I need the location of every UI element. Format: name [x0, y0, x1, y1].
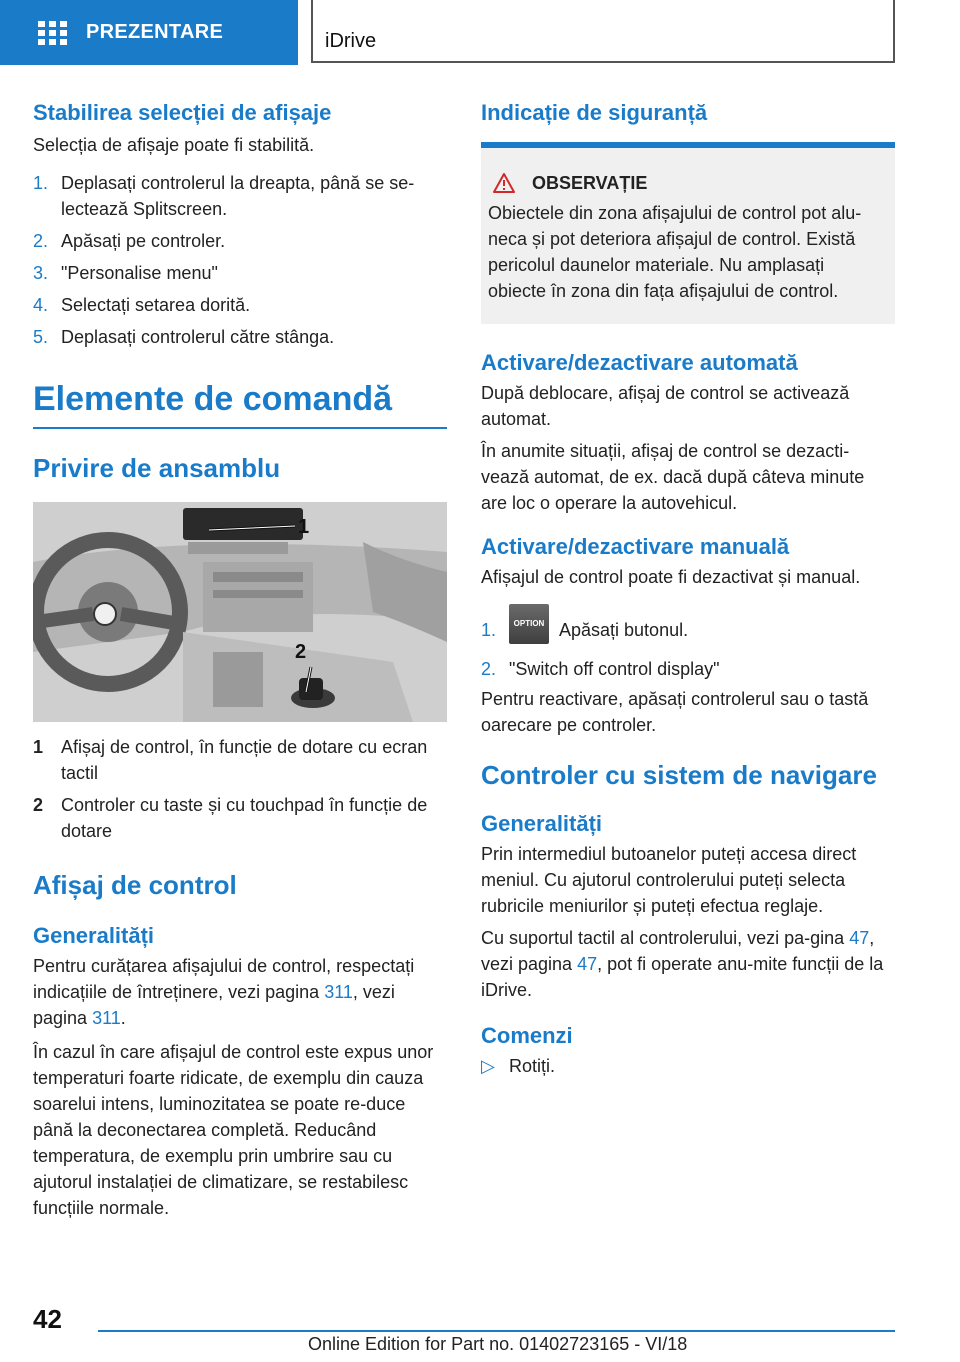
auto-paragraph-1: După deblocare, afișaj de control se activează automat. — [481, 383, 850, 429]
safety-heading: Indicație de siguranță — [481, 100, 708, 125]
list-item: 2. "Switch off control display" — [481, 659, 720, 679]
triangle-bullet-icon: ▷ — [481, 1056, 495, 1076]
clean-paragraph: Pentru curățarea afișajului de control, respectați indicațiile de întreținere, vezi pagina 311, vezi pagina 311. — [33, 956, 415, 1028]
grid-icon — [38, 21, 66, 45]
display-heading: Afișaj de control — [33, 870, 237, 900]
general-heading: Generalități — [33, 923, 155, 948]
page-link[interactable]: 311 — [92, 1008, 121, 1028]
warning-icon — [492, 172, 516, 194]
list-item: ▷ Rotiți. — [481, 1053, 895, 1079]
list-item: 2 Controler cu taste și cu touchpad în funcție de dotare — [33, 795, 428, 841]
right-column — [481, 100, 895, 1079]
dashboard-illustration — [33, 502, 447, 722]
list-item: 1. Deplasați controlerul la dreapta, până se se-lectează Splitscreen. — [33, 173, 415, 219]
warning-text: Obiectele din zona afișajului de control pot alu-neca și pot deteriora afișajul de control. Există pericolul daunelor materiale. Nu amplasați obiecte în zona din fața afișajului de control. — [488, 203, 862, 301]
edition-note: Online Edition for Part no. 01402723165 - VI/18 — [308, 1334, 688, 1354]
callout-2: 2 — [295, 641, 307, 663]
list-item: 2. Apăsați pe controler. — [33, 231, 226, 251]
select-intro: Selecția de afișaje poate fi stabilită. — [33, 135, 315, 155]
auto-heading: Activare/dezactivare automată — [481, 350, 798, 375]
manual-paragraph: Afișajul de control poate fi dezactivat și manual. — [481, 567, 861, 587]
list-item: 1. OPTION Apăsați butonul. — [481, 610, 895, 650]
manual-heading: Activare/dezactivare manuală — [481, 534, 790, 559]
list-item: 5. Deplasați controlerul către stânga. — [33, 327, 335, 347]
list-item: 4. Selectați setarea dorită. — [33, 295, 251, 315]
section-header — [311, 0, 895, 63]
reactivate-paragraph: Pentru reactivare, apăsați controlerul sau o tastă oarecare pe controler. — [481, 689, 869, 735]
left-column — [33, 100, 447, 1221]
page-link[interactable]: 311 — [324, 982, 353, 1002]
overview-heading: Privire de ansamblu — [33, 453, 281, 483]
general-paragraph-1: Prin intermediul butoanelor puteți accesa direct meniul. Cu ajutorul controlerului puteți selecta rubricile meniurilor și puteți efectua reglaje. — [481, 844, 857, 916]
list-item: 1 Afișaj de control, în funcție de dotare cu ecran tactil — [33, 737, 428, 783]
warning-title: OBSERVAȚIE — [492, 172, 887, 194]
callout-1: 1 — [298, 516, 310, 538]
dashboard-figure — [33, 502, 447, 722]
manual-steps — [481, 610, 895, 682]
option-button-icon: OPTION — [509, 604, 549, 644]
warning-box — [481, 142, 895, 324]
chapter-tab[interactable] — [0, 0, 298, 65]
page-number: 42 — [33, 1304, 62, 1334]
general-paragraph-2: Cu suportul tactil al controlerului, vezi pa-gina 47, vezi pagina 47, pot fi operate anu-mite funcții de la iDrive. — [481, 928, 884, 1000]
auto-paragraph-2: În anumite situații, afișaj de control se dezacti-vează automat, de ex. dacă după câteva minute are loc o operare la autovehicul. — [481, 441, 865, 513]
select-heading: Stabilirea selecției de afișaje — [33, 100, 332, 125]
figure-legend — [33, 734, 447, 844]
nav-heading: Controler cu sistem de navigare — [481, 760, 877, 790]
select-steps — [33, 170, 447, 350]
section-title: iDrive — [325, 30, 377, 52]
page-link[interactable]: 47 — [849, 928, 870, 948]
chapter-tab-label: PREZENTARE — [86, 21, 224, 43]
list-item: 3. "Personalise menu" — [33, 263, 218, 283]
commands-heading: Comenzi — [481, 1023, 573, 1048]
footer-divider — [98, 1330, 895, 1332]
heat-paragraph: În cazul în care afișajul de control este expus unor temperaturi foarte ridicate, de exemplu din cauza soarelui intens, luminozitatea se poate re-duce până la deconectarea completă. Reducând temperatura, de exemplu prin umbrire sau cu ajutorul instalației de climatizare, se restabilesc funcțiile normale. — [33, 1042, 434, 1218]
chapter-title: Elemente de comandă — [33, 380, 447, 429]
general-heading-right: Generalități — [481, 811, 603, 836]
page-link[interactable]: 47 — [577, 954, 598, 974]
